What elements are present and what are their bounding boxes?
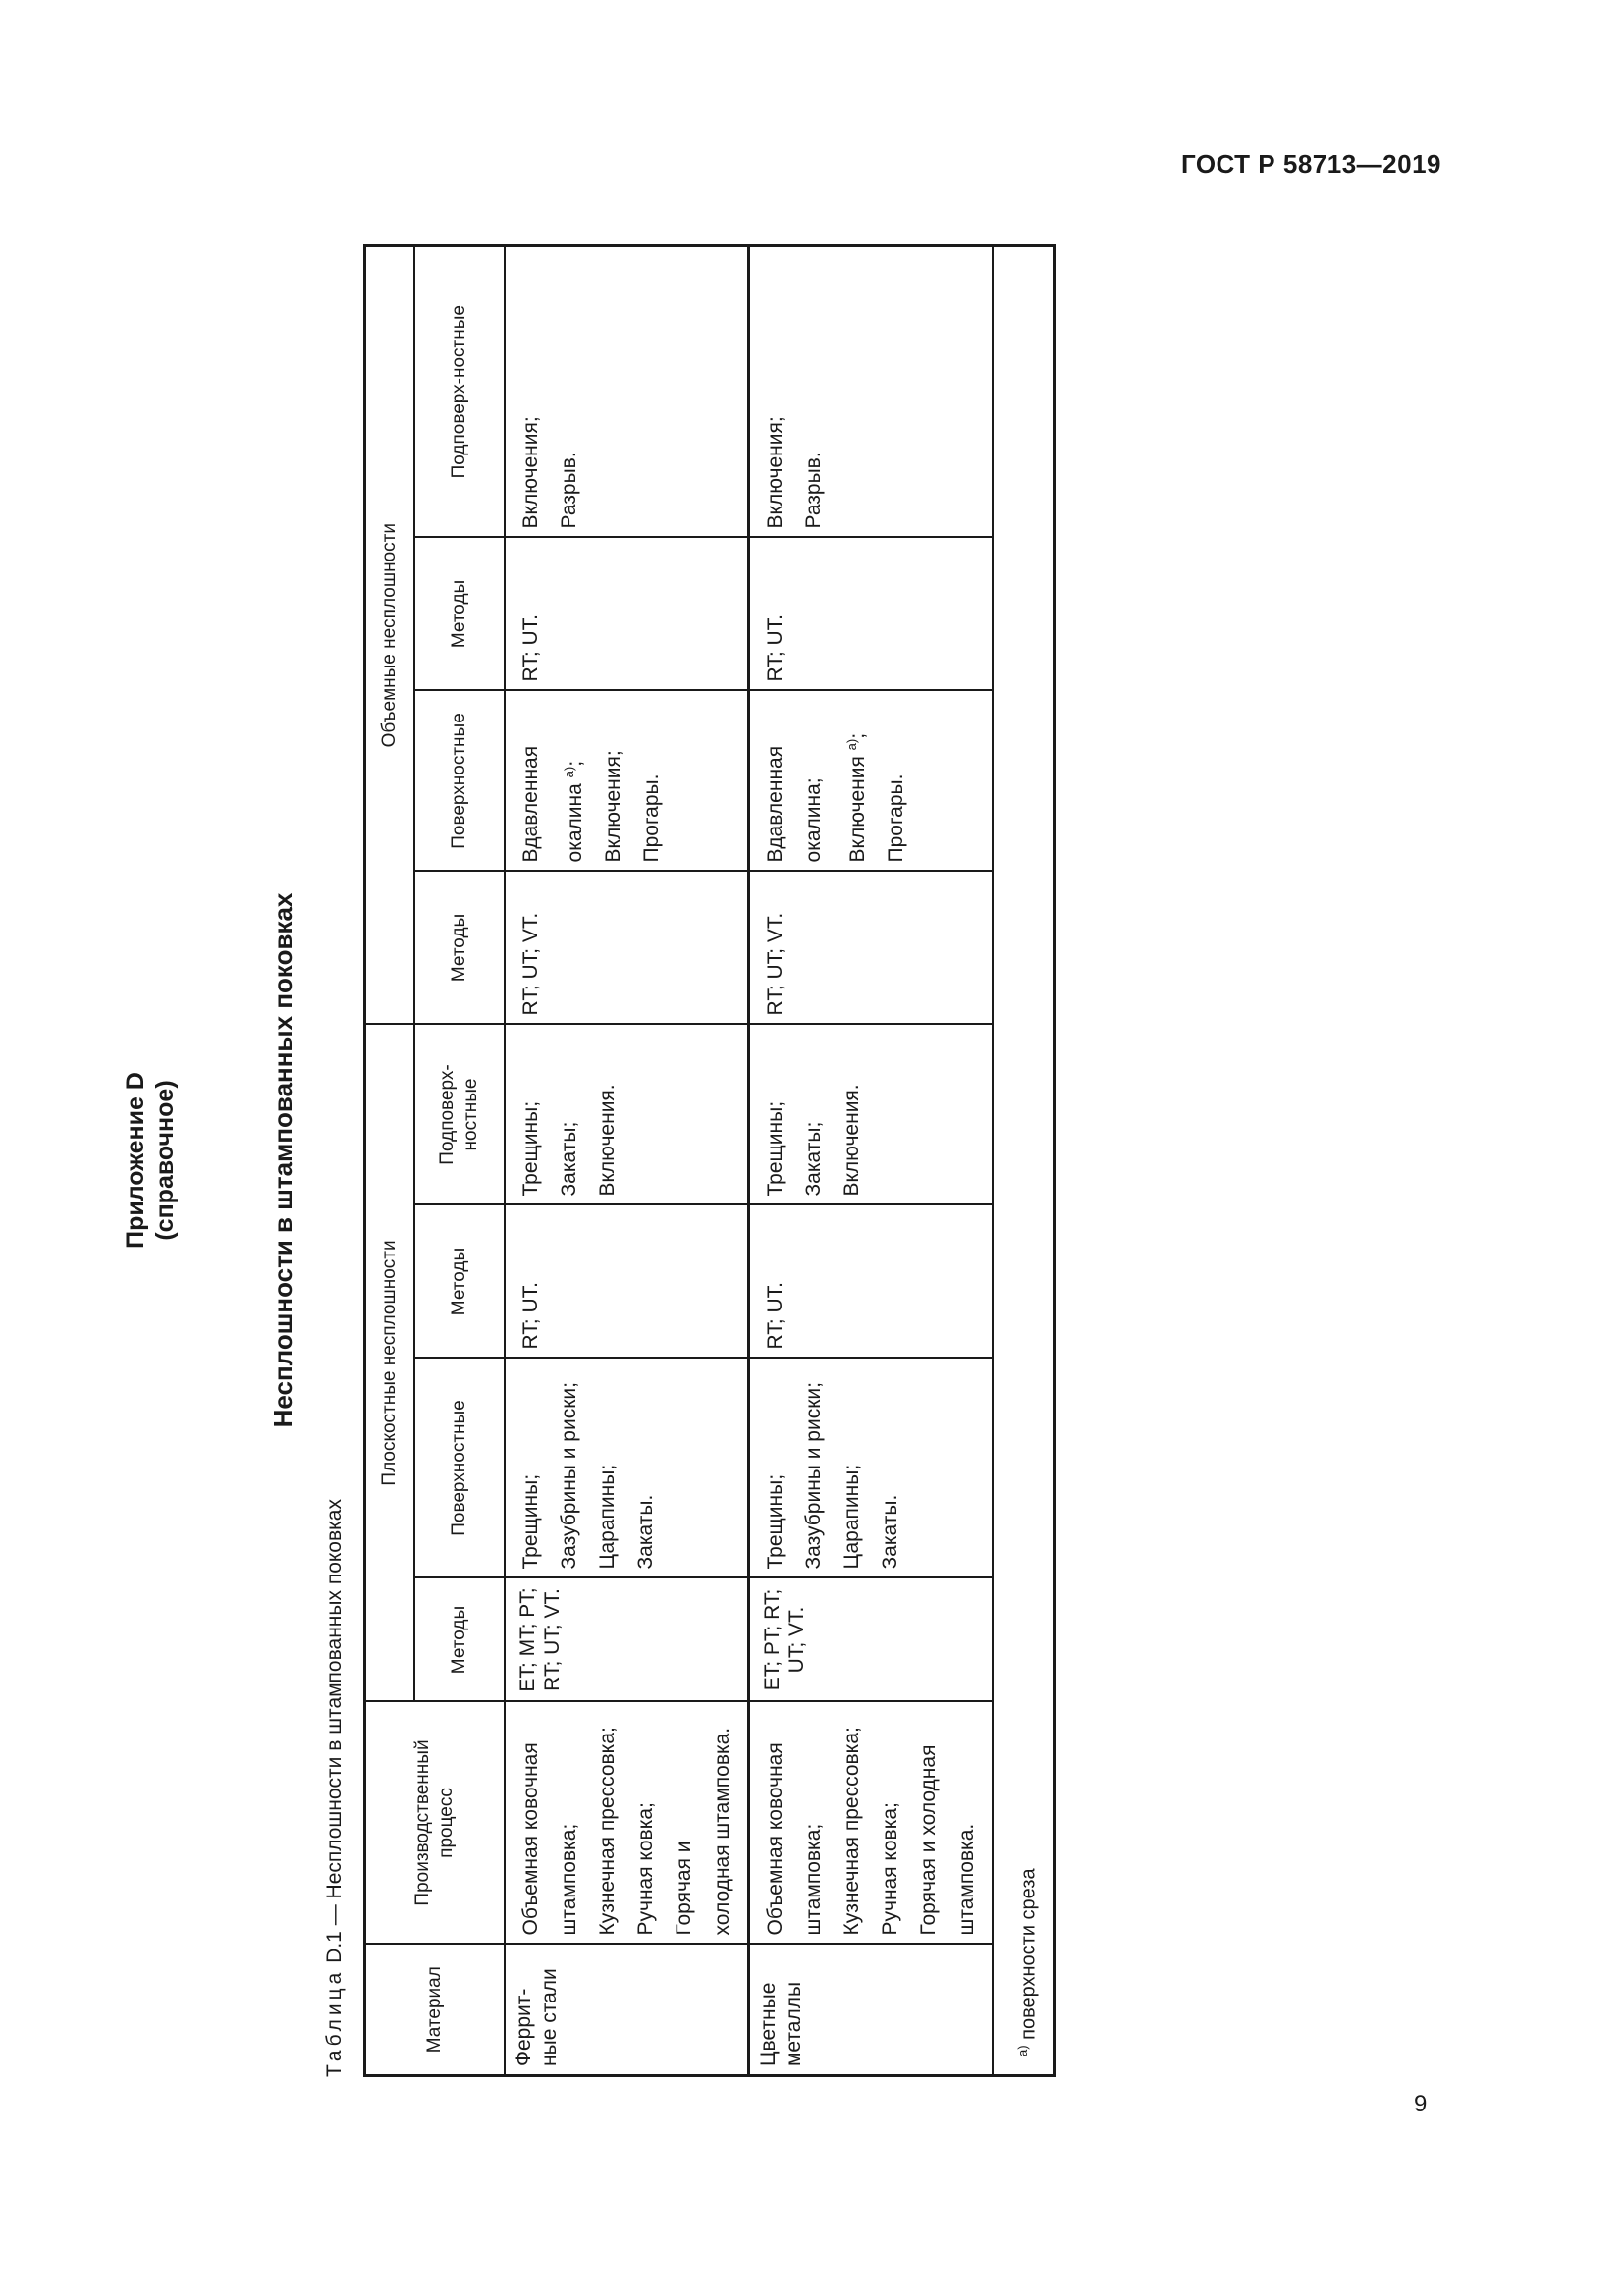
defect-text: Включения [846,756,869,863]
cell-methods: ET; PT; RT; UT; VT. [749,1578,994,1702]
defect-line: Разрыв. [802,452,825,529]
cell-subsurface [749,245,994,537]
defect-line: Включения. [840,1084,863,1197]
process-line: Объемная ковочная штамповка; [519,1742,580,1936]
cell-subsurface [505,245,749,537]
table-footnote [993,245,1054,2075]
header-methods: Методы [414,871,505,1024]
process-line: Кузнечная прессовка; [596,1727,619,1936]
defect-line: Включения; [602,750,624,863]
defect-line: Зазубрины и риски; [802,1382,825,1570]
header-methods: Методы [414,1578,505,1702]
footnote-row [993,245,1054,2075]
cell-process [749,1702,994,1945]
appendix-heading [121,238,180,2083]
table-row [505,245,749,2075]
appendix-subtitle: (справочное) [151,1080,179,1241]
defect-line: Прогары. [885,774,907,863]
appendix-title: Приложение D [122,1072,149,1249]
footnote-marker: a) [1015,2045,1030,2056]
cell-surface [505,1359,749,1578]
cell-methods: RT; UT; VT. [505,871,749,1024]
footnote-marker: a) [562,766,576,778]
table-caption [323,1499,347,2077]
cell-material: Цветные металлы [749,1945,994,2076]
cell-surface [749,690,994,871]
defect-line: Включения. [596,1084,619,1197]
cell-methods: RT; UT. [505,537,749,690]
header-material: Материал [365,1945,506,2076]
header-surface: Поверхностные [414,690,505,871]
table-caption-prefix: Таблица [323,1968,346,2077]
header-methods: Методы [414,1205,505,1359]
header-volumetric-group: Объемные несплошности [365,245,415,1024]
page-number: 9 [1414,2091,1428,2117]
cell-surface [749,1359,994,1578]
defect-line: Закаты; [802,1121,825,1197]
defect-line: Зазубрины и риски; [558,1382,580,1570]
defect-line: Трещины; [764,1100,786,1197]
cell-subsurface [749,1024,994,1204]
defect-line: Закаты. [634,1494,657,1570]
process-line: Ручная ковка; [879,1802,901,1936]
header-planar-group: Плоскостные несплошности [365,1024,415,1701]
header-methods: Методы [414,537,505,690]
header-surface: Поверхностные [414,1359,505,1578]
defect-line [833,699,877,862]
process-line: Кузнечная прессовка; [840,1727,863,1936]
defect-text: ; [846,732,869,739]
defect-line: Закаты. [879,1494,901,1570]
cell-methods: RT; UT; VT. [749,871,994,1024]
defect-line: Трещины; [764,1473,786,1570]
cell-surface [505,690,749,871]
defect-line: Включения; [764,416,786,529]
defect-line: Включения; [519,416,542,529]
header-process: Производственный процесс [365,1702,506,1945]
defect-line: Царапины; [596,1464,619,1570]
defect-line: Трещины; [519,1100,542,1197]
cell-methods: RT; UT. [749,537,994,690]
footnote-text: поверхности среза [1017,1868,1040,2046]
defect-line: Трещины; [519,1473,542,1570]
cell-process [505,1702,749,1945]
defect-text: ; [564,760,586,767]
header-subsurface: Подповерх-ностные [414,1024,505,1204]
process-line: Горячая и [673,1841,695,1936]
process-line: холодная штамповка. [711,1727,733,1936]
document-code: ГОСТ Р 58713—2019 [1180,149,1441,179]
discontinuities-table [363,244,1056,2077]
defect-line: Разрыв. [558,452,580,529]
header-subsurface: Подповерх-ностные [414,245,505,537]
defect-line: Закаты; [558,1121,580,1197]
cell-methods: RT; UT. [749,1205,994,1359]
cell-methods: RT; UT. [505,1205,749,1359]
rotated-content [93,238,1040,2083]
defect-line: Прогары. [640,774,663,863]
table-caption-text: D.1 — Несплошности в штампованных поковках [323,1499,346,1969]
defect-line: Царапины; [840,1464,863,1570]
process-line: Объемная ковочная штамповка; [764,1742,825,1936]
footnote-marker: a) [844,738,859,751]
defect-line: Вдавленная окалина; [764,745,825,863]
cell-material: Феррит-ные стали [505,1945,749,2076]
process-line: Ручная ковка; [634,1802,657,1936]
defect-text: Вдавленная окалина [519,745,586,863]
cell-methods: ET; MT; PT; RT; UT; VT. [505,1578,749,1702]
section-title: Несплошности в штампованных поковках [268,892,298,1428]
table-row [749,245,994,2075]
defect-line [512,699,594,862]
cell-subsurface [505,1024,749,1204]
process-line: Горячая и холодная штамповка. [917,1744,978,1936]
